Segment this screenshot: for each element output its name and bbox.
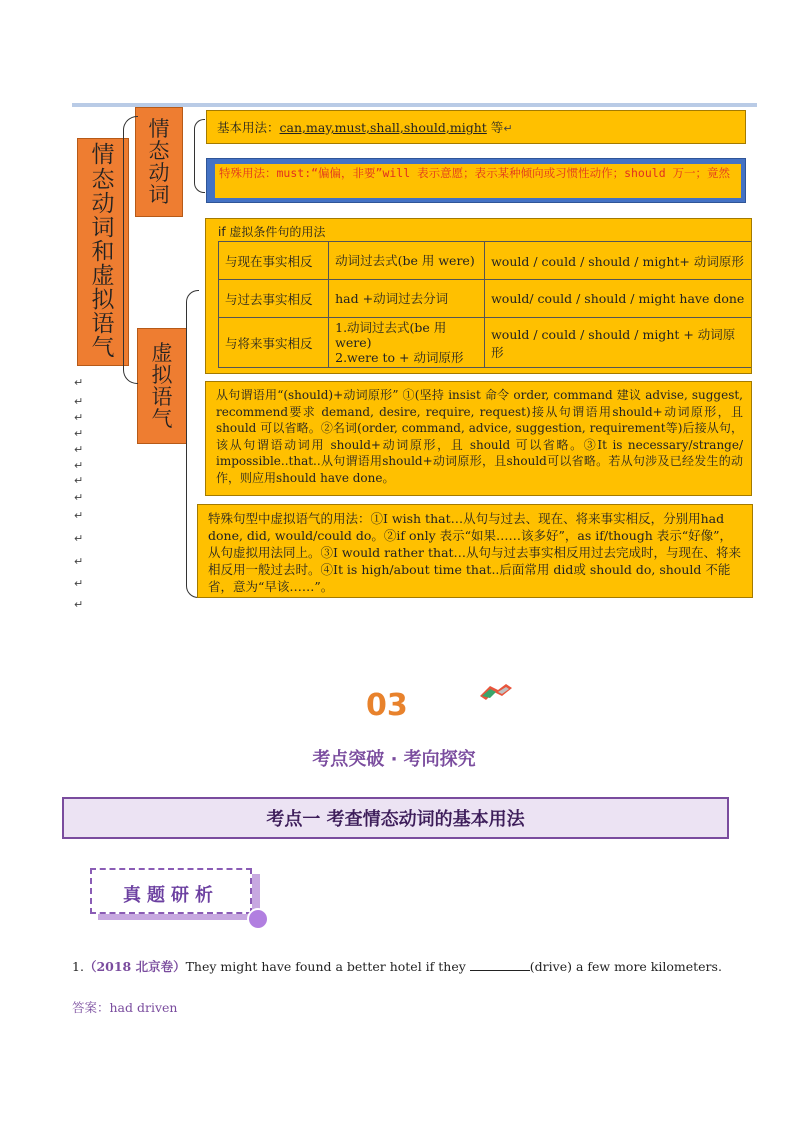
table-row	[219, 318, 752, 368]
label-char: 拟	[91, 287, 115, 314]
case-cell: 与过去事实相反	[219, 280, 329, 318]
question-index: 1.	[72, 959, 84, 974]
table-row	[219, 280, 752, 318]
label-char: 气	[151, 407, 173, 432]
paragraph-mark: ↵	[503, 122, 513, 135]
label-char: 动	[91, 190, 115, 217]
if-clause-table	[218, 241, 751, 368]
paragraph-mark: ↵	[74, 376, 84, 389]
label-char: 和	[91, 238, 115, 265]
basic-usage-words: can,may,must,shall,should,might	[279, 120, 487, 135]
label-char: 语	[151, 385, 173, 409]
paragraph-mark: ↵	[74, 395, 84, 408]
special-sentence-text: 特殊句型中虚拟语气的用法：①I wish that…从句与过去、现在、将来事实相反，分别用had done, did, would/could do。②if only 表示“如果……该多好”，as if/though 表示“好像”，从句虚拟用法同上。③I would rather that…从句与过去事实相反用过去完成时，与现在、将来相反用一般过去时。④It is high/about time that..后面常用 did或 should do, should 不能省，意为“早该……”。	[208, 511, 742, 594]
subjunctive-label	[137, 328, 187, 444]
answer-text: 答案：had driven	[72, 1000, 178, 1015]
condition-cell: 1.动词过去式(be 用 were) 2.were to + 动词原形	[329, 318, 485, 368]
basic-usage-suffix: 等	[486, 120, 504, 135]
label-char: 虚	[91, 263, 115, 290]
paragraph-mark: ↵	[74, 491, 84, 504]
basic-usage-box	[206, 110, 746, 144]
label-char: 拟	[151, 362, 173, 387]
paragraph-mark: ↵	[74, 474, 84, 487]
label-char: 气	[91, 335, 115, 362]
label-char: 词	[91, 214, 115, 241]
label-char: 情	[148, 116, 170, 141]
paragraph-mark: ↵	[74, 459, 84, 472]
badge-frame	[90, 868, 252, 914]
label-char: 虚	[151, 340, 173, 365]
main-clause-cell: would/ could / should / might have done	[485, 280, 751, 318]
question-text-before: They might have found a better hotel if they	[185, 959, 470, 974]
question-source: （2018 北京卷）	[83, 959, 186, 974]
main-topic-label	[77, 138, 129, 366]
paragraph-mark: ↵	[74, 598, 84, 611]
label-char: 态	[91, 166, 115, 193]
special-usage-text: 特殊用法：must:“偏偏，非要”will 表示意愿；表示某种倾向或习惯性动作；should 万一；竟然	[215, 164, 741, 198]
badge-dot-icon	[247, 908, 269, 930]
modal-brace	[194, 119, 205, 193]
answer-blank	[470, 959, 530, 971]
paragraph-mark: ↵	[74, 427, 84, 440]
question-1	[72, 957, 722, 975]
if-clause-box	[205, 218, 752, 374]
should-clause-box	[205, 381, 752, 496]
paragraph-mark: ↵	[74, 411, 84, 424]
modal-verbs-label	[135, 107, 183, 217]
if-clause-heading: if 虚拟条件句的用法	[218, 225, 326, 239]
special-sentence-box	[197, 504, 753, 598]
main-clause-cell: would / could / should / might + 动词原形	[485, 318, 751, 368]
paragraph-mark: ↵	[74, 509, 84, 522]
special-usage-box	[206, 158, 746, 203]
badge-label: 真题研析	[123, 885, 219, 906]
condition-cell: had +动词过去分词	[329, 280, 485, 318]
should-clause-text: 从句谓语用“(should)+动词原形” ①(坚持 insist 命令 order, command 建议 advise, suggest, recommend要求 demand, desire, require, request)接从句谓语用should+动词原形，且 should 可以省略。②名词(order, command, advice, suggestion, requirement等)后接从句，该从句谓语动词用 should+动词原形，且 should 可以省略。③It is necessary/strange/ impossible..that..从句谓语用should+动词原形，且should可以省略。若从句涉及已经发生的动作，则应用should have done。	[216, 388, 743, 485]
case-cell: 与现在事实相反	[219, 242, 329, 280]
label-char: 动	[148, 161, 170, 185]
topic-banner: 考点一 考查情态动词的基本用法	[62, 797, 729, 839]
condition-cell: 动词过去式(be 用 were)	[329, 242, 485, 280]
basic-usage-prefix: 基本用法：	[217, 120, 280, 135]
section-number: 03	[366, 688, 408, 723]
main-clause-cell: would / could / should / might+ 动词原形	[485, 242, 751, 280]
table-row	[219, 242, 752, 280]
paragraph-mark: ↵	[74, 532, 84, 545]
label-char: 情	[91, 142, 115, 169]
flag-icon	[476, 682, 516, 702]
paragraph-mark: ↵	[74, 577, 84, 590]
paragraph-mark: ↵	[74, 555, 84, 568]
question-text-after: (drive) a few more kilometers.	[529, 959, 722, 974]
label-char: 态	[148, 138, 170, 163]
real-exam-badge	[90, 868, 262, 922]
paragraph-mark: ↵	[74, 443, 84, 456]
outer-brace	[123, 116, 138, 384]
label-char: 语	[91, 311, 115, 338]
label-char: 词	[148, 183, 170, 208]
case-cell: 与将来事实相反	[219, 318, 329, 368]
section-title: 考点突破 · 考向探究	[312, 749, 476, 770]
